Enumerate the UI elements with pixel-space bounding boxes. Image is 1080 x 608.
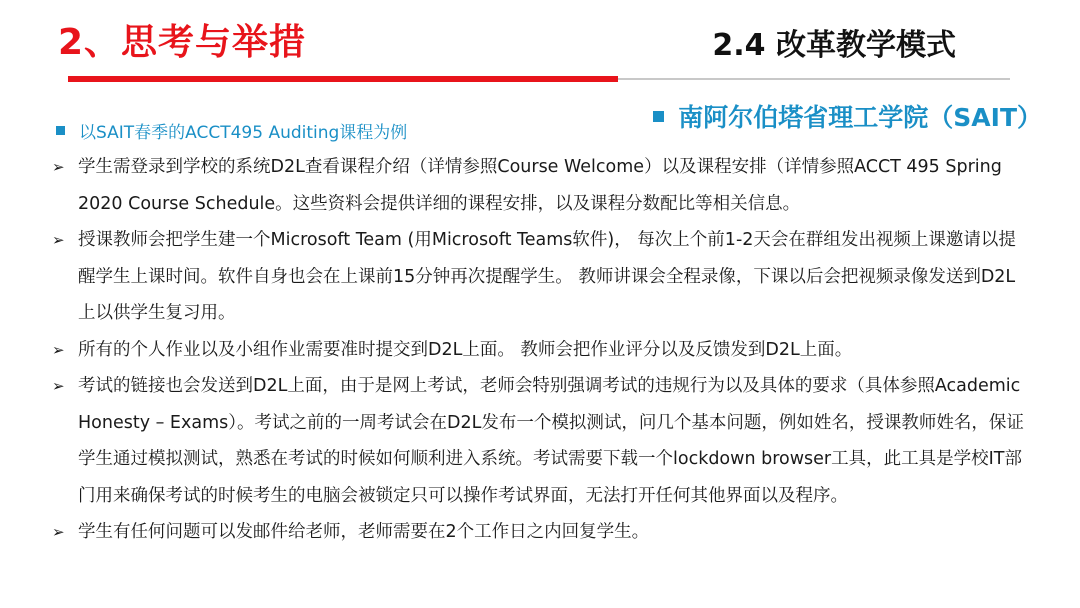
bullet-item bbox=[50, 149, 1030, 222]
bullet-list bbox=[50, 149, 1030, 551]
arrow-bullet-icon: ➢ bbox=[52, 377, 65, 395]
square-bullet-icon bbox=[653, 111, 664, 122]
bullet-item bbox=[50, 514, 1030, 551]
arrow-bullet-icon: ➢ bbox=[52, 158, 65, 176]
title-divider-grey bbox=[618, 78, 1010, 80]
bullet-text: 所有的个人作业以及小组作业需要准时提交到D2L上面。 教师会把作业评分以及反馈发到D2L上面。 bbox=[78, 339, 853, 360]
arrow-bullet-icon: ➢ bbox=[52, 231, 65, 249]
square-bullet-icon bbox=[56, 126, 65, 135]
institution-heading bbox=[653, 98, 1042, 134]
bullet-text: 考试的链接也会发送到D2L上面，由于是网上考试，老师会特别强调考试的违规行为以及具体的要求（具体参照Academic Honesty – Exams）。考试之前的一周考试会在D2L发布一个模拟测试，问几个基本问题，例如姓名，授课教师姓名，保证学生通过模拟测试，熟悉在考试的时候如何顺利进入系统。考试需要下载一个lockdown browser工具，此工具是学校IT部门用来确保考试的时候考生的电脑会被锁定只可以操作考试界面，无法打开任何其他界面以及程序。 bbox=[78, 376, 1024, 506]
bullet-text: 授课教师会把学生建一个Microsoft Team (用Microsoft Teams软件)， 每次上个前1-2天会在群组发出视频上课邀请以提醒学生上课时间。软件自身也会在上课前15分钟再次提醒学生。 教师讲课会全程录像，下课以后会把视频录像发送到D2L上以供学生复习用。 bbox=[78, 230, 1016, 323]
arrow-bullet-icon: ➢ bbox=[52, 340, 65, 359]
arrow-bullet-icon: ➢ bbox=[52, 523, 65, 541]
title-divider-red bbox=[68, 76, 618, 82]
bullet-item bbox=[50, 222, 1030, 332]
bullet-text: 学生有任何问题可以发邮件给老师，老师需要在2个工作日之内回复学生。 bbox=[78, 522, 650, 542]
slide-title: 2、思考与举措 bbox=[58, 22, 307, 63]
bullet-item bbox=[50, 368, 1030, 514]
institution-name: 南阿尔伯塔省理工学院（SAIT） bbox=[678, 103, 1042, 132]
bullet-text: 学生需登录到学校的系统D2L查看课程介绍（详情参照Course Welcome）以及课程安排（详情参照ACCT 495 Spring 2020 Course Schedule。这些资料会提供详细的课程安排，以及课程分数配比等相关信息。 bbox=[78, 157, 1002, 214]
example-heading bbox=[56, 118, 407, 143]
bullet-item bbox=[50, 332, 1030, 369]
example-text: 以SAIT春季的ACCT495 Auditing课程为例 bbox=[79, 123, 408, 143]
section-title: 2.4 改革教学模式 bbox=[712, 28, 956, 63]
